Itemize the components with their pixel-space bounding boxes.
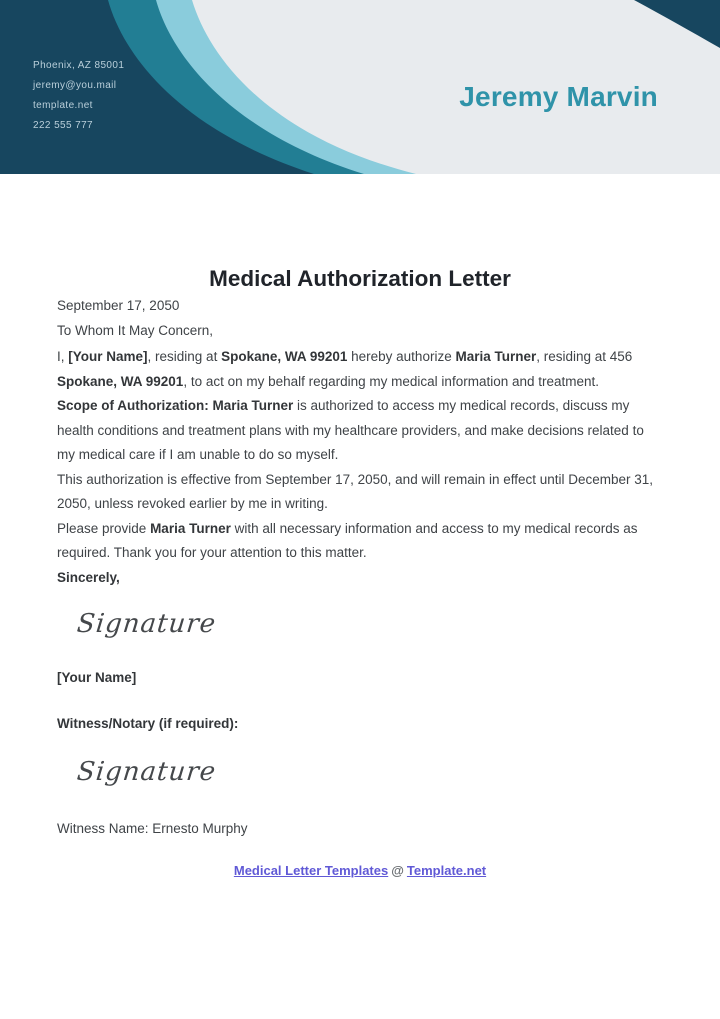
letterhead-name: Jeremy Marvin [459, 81, 658, 112]
letter-date: September 17, 2050 [57, 298, 180, 313]
letter-paragraphs [57, 345, 663, 566]
salutation: To Whom It May Concern, [57, 322, 214, 338]
medical-letter-templates-link[interactable]: Medical Letter Templates [233, 862, 389, 878]
paragraph: Please provide Maria Turner with all necessary information and access to my medical records as required. Thank you for your attention to this matter. [57, 520, 638, 560]
witness-name-line: Witness Name: Ernesto Murphy [57, 821, 248, 836]
paragraph: I, [Your Name], residing at Spokane, WA 99201 hereby authorize Maria Turner, residing at 456 Spokane, WA 99201, to act on my behalf regarding my medical information and treatment. [57, 349, 633, 389]
witness-signature-script: Signature [75, 757, 218, 787]
contact-lines [33, 56, 124, 136]
contact-line: 222 555 777 [33, 120, 94, 131]
closing: Sincerely, [57, 569, 120, 585]
letter-body [0, 266, 720, 878]
signer-name: [Your Name] [57, 670, 137, 685]
contact-line: template.net [33, 100, 93, 111]
paragraph: Scope of Authorization: Maria Turner is authorized to access my medical records, discuss my health conditions and treatment plans with my healthcare providers, and make decisions related to my medical care if I am unable to do so myself. [57, 398, 644, 462]
contact-line: jeremy@you.mail [33, 80, 117, 91]
contact-line: Phoenix, AZ 85001 [33, 60, 125, 71]
footer-separator: @ [391, 862, 404, 878]
template-net-link[interactable]: Template.net [406, 862, 487, 878]
witness-notary-label: Witness/Notary (if required): [57, 715, 239, 731]
letter-title: Medical Authorization Letter [209, 266, 511, 291]
letterhead [0, 0, 720, 174]
paragraph: This authorization is effective from September 17, 2050, and will remain in effect until December 31, 2050, unless revoked earlier by me in writing. [57, 471, 654, 511]
signature-script: Signature [75, 609, 218, 639]
footer [57, 863, 663, 878]
